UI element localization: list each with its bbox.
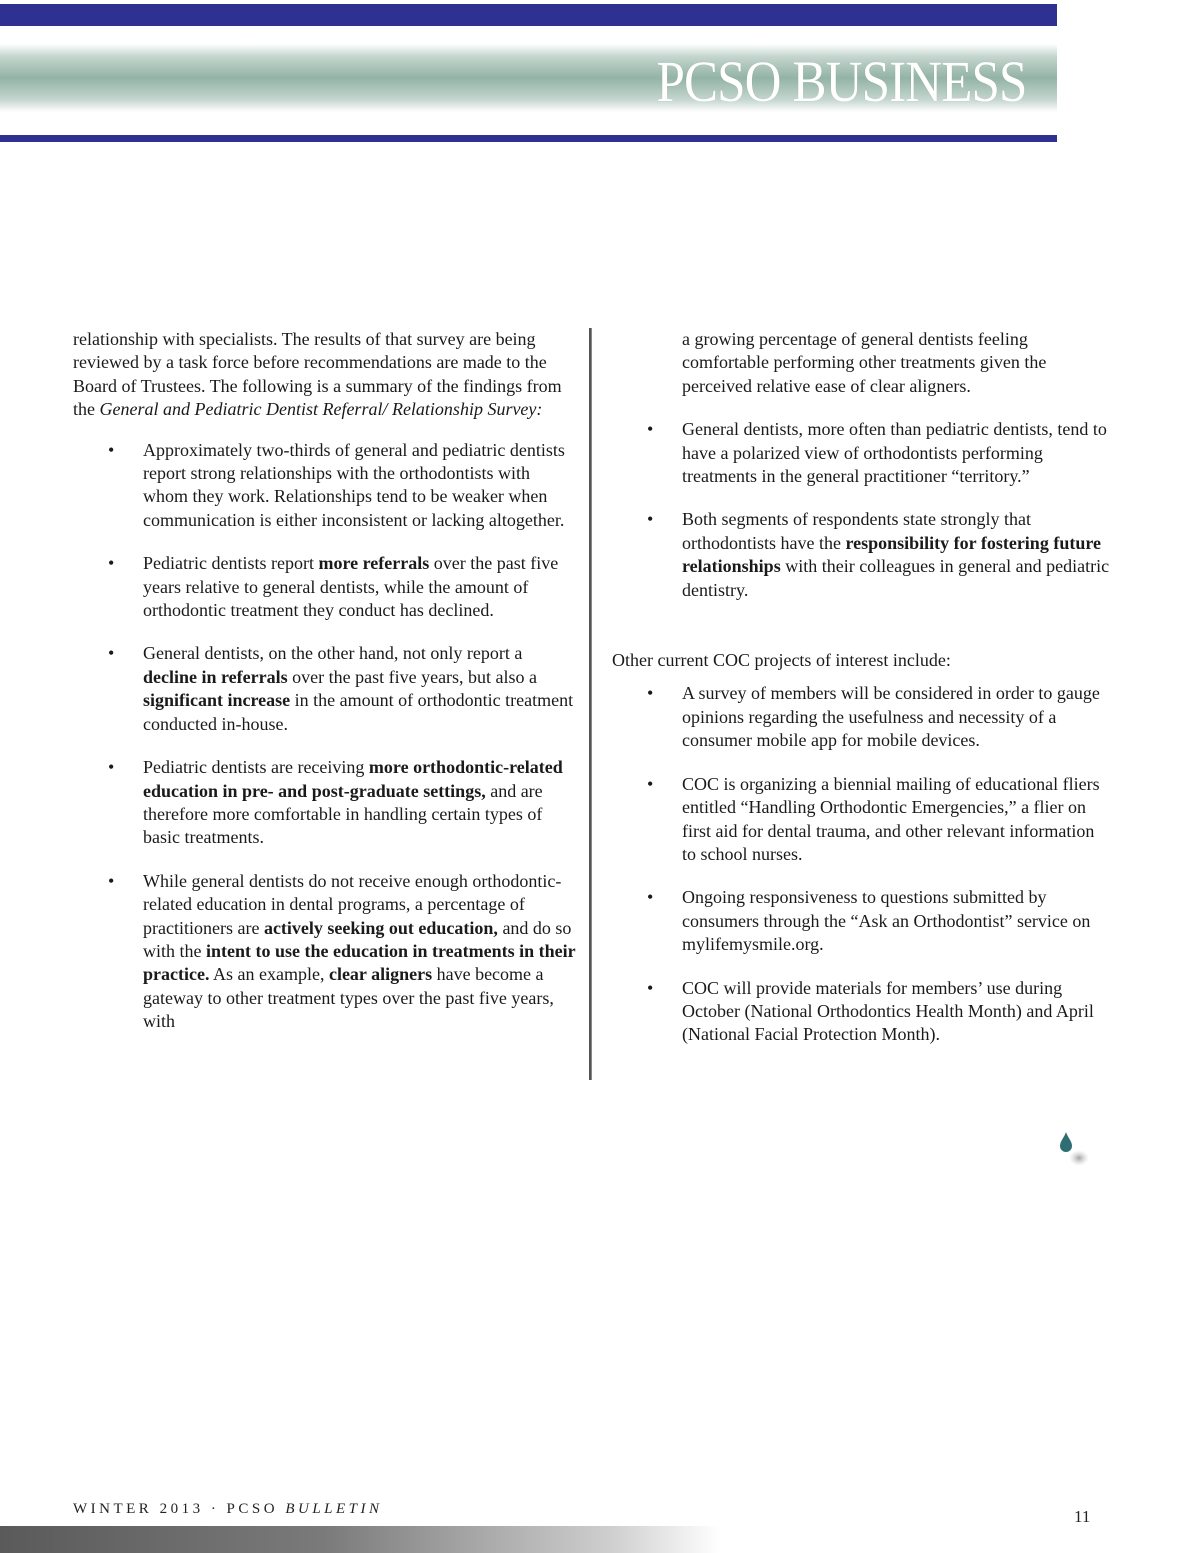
list-item-text: COC will provide materials for members’ use during October (National Orthodontics Health Month) and April (National Facial Protection Month). bbox=[682, 977, 1094, 1045]
intro-paragraph bbox=[73, 328, 578, 422]
bullet-icon: • bbox=[647, 887, 654, 908]
list-item-text: in the amount of orthodontic treatment conducted in-house. bbox=[143, 690, 574, 734]
intro-text: relationship with specialists. The results of that survey are being reviewed by a task force before recommendations are made to the Board of Trustees. The following is a summary of the findings from the bbox=[73, 329, 562, 420]
continued-paragraph: a growing percentage of general dentists feeling comfortable performing other treatments given the perceived relative ease of clear aligners. bbox=[682, 329, 1047, 396]
section-banner bbox=[0, 44, 1057, 112]
list-item-text: Pediatric dentists are receiving bbox=[143, 757, 369, 778]
list-item-text: and do so with the bbox=[143, 917, 572, 961]
list-item bbox=[612, 773, 1112, 867]
list-item-emphasis: more referrals bbox=[318, 553, 430, 574]
right-column bbox=[612, 328, 1112, 1067]
findings-list bbox=[73, 439, 578, 1034]
page-number: 11 bbox=[1074, 1507, 1091, 1526]
list-item-text: As an example, bbox=[209, 964, 329, 985]
projects-list bbox=[612, 682, 1112, 1046]
list-item bbox=[73, 552, 578, 622]
list-item bbox=[612, 977, 1112, 1047]
list-item bbox=[612, 508, 1112, 602]
survey-title: General and Pediatric Dentist Referral/ Relationship Survey: bbox=[99, 399, 543, 420]
bullet-icon: • bbox=[647, 773, 654, 794]
list-item-emphasis: actively seeking out education, bbox=[263, 917, 498, 938]
footer-issue-line bbox=[73, 1501, 383, 1518]
list-item-text: Pediatric dentists report bbox=[143, 553, 319, 574]
bullet-icon: • bbox=[647, 977, 654, 998]
list-item-text: over the past five years, but also a bbox=[287, 666, 538, 687]
header-top-rule bbox=[0, 4, 1057, 26]
list-item-text: Approximately two-thirds of general and pediatric dentists report strong relationships with the orthodontists with whom they work. Relationships tend to be weaker when communication is either inconsistent or lacking altogether. bbox=[143, 439, 565, 530]
list-item-emphasis: intent to use the education in treatments in their practice. bbox=[143, 940, 576, 985]
header-bottom-rule bbox=[0, 135, 1057, 142]
list-item-text: While general dentists do not receive enough orthodontic-related education in dental programs, a percentage of practitioners are bbox=[143, 870, 562, 938]
list-item-text: A survey of members will be considered in order to gauge opinions regarding the usefulness and necessity of a consumer mobile app for mobile devices. bbox=[682, 683, 1100, 751]
footer-issue: WINTER 2013 · PCSO bbox=[73, 1501, 286, 1517]
list-item-text: Both segments of respondents state strongly that orthodontists have the bbox=[682, 509, 1031, 553]
left-column bbox=[73, 328, 578, 1054]
list-item-emphasis: responsibility for fostering future relationships bbox=[682, 532, 1101, 577]
column-divider bbox=[589, 328, 592, 1080]
list-item-text: COC is organizing a biennial mailing of educational fliers entitled “Handling Orthodontic Emergencies,” a flier on first aid for dental trauma, and other relevant information to school nurses. bbox=[682, 773, 1100, 864]
list-item-text: General dentists, on the other hand, not only report a bbox=[143, 643, 523, 664]
bullet-icon: • bbox=[108, 439, 115, 460]
list-item-emphasis: significant increase bbox=[143, 690, 291, 711]
section-title: PCSO BUSINESS bbox=[656, 49, 1027, 114]
list-item-emphasis: decline in referrals bbox=[143, 666, 288, 687]
list-item-text: over the past five years relative to general dentists, while the amount of orthodontic treatment they conduct has declined. bbox=[143, 553, 559, 621]
list-item bbox=[612, 682, 1112, 752]
list-item bbox=[73, 642, 578, 736]
list-item bbox=[73, 439, 578, 533]
list-item bbox=[612, 886, 1112, 956]
projects-intro: Other current COC projects of interest include: bbox=[612, 650, 951, 671]
bullet-icon: • bbox=[108, 643, 115, 664]
list-item-text: have become a gateway to other treatment types over the past five years, with bbox=[143, 964, 554, 1032]
footer-publication: BULLETIN bbox=[285, 1501, 383, 1517]
list-item-emphasis: more orthodontic-related education in pre- and post-graduate settings, bbox=[143, 757, 563, 801]
footer-gradient-bar bbox=[0, 1526, 720, 1553]
bullet-icon: • bbox=[108, 553, 115, 574]
list-item bbox=[73, 756, 578, 850]
bullet-icon: • bbox=[647, 683, 654, 704]
list-item bbox=[612, 418, 1112, 488]
drop-ornament-icon bbox=[1057, 1130, 1093, 1170]
findings-list-continued bbox=[612, 418, 1112, 602]
list-item-text: Ongoing responsiveness to questions submitted by consumers through the “Ask an Orthodontist” service on mylifemysmile.org. bbox=[682, 887, 1091, 955]
bullet-icon: • bbox=[108, 757, 115, 778]
list-item-text: and are therefore more comfortable in handling certain types of basic treatments. bbox=[143, 780, 543, 848]
list-item-emphasis: clear aligners bbox=[328, 964, 433, 985]
bullet-icon: • bbox=[647, 419, 654, 440]
bullet-icon: • bbox=[647, 509, 654, 530]
list-item-text: General dentists, more often than pediatric dentists, tend to have a polarized view of orthodontists performing treatments in the general practitioner “territory.” bbox=[682, 419, 1107, 487]
list-item bbox=[73, 870, 578, 1034]
bullet-icon: • bbox=[108, 870, 115, 891]
list-item-text: with their colleagues in general and pediatric dentistry. bbox=[682, 556, 1110, 600]
